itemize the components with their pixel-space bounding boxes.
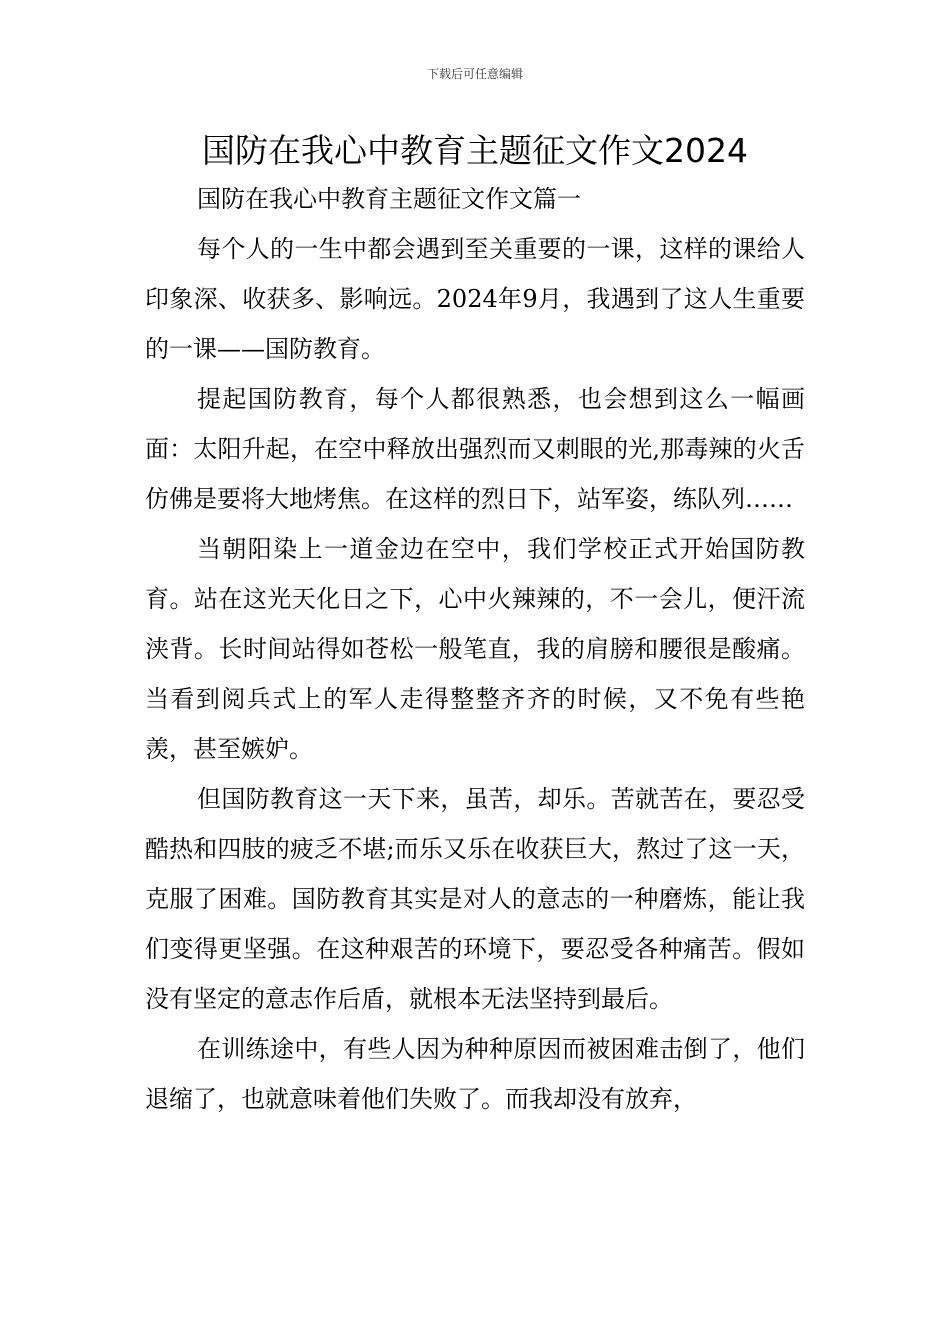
page-header-note: 下载后可任意编辑 (426, 67, 523, 81)
paragraph-4: 但国防教育这一天下来，虽苦，却乐。苦就苦在，要忍受酷热和四肢的疲乏不堪;而乐又乐在收获巨大，熬过了这一天，克服了困难。国防教育其实是对人的意志的一种磨炼，能让我们变得更坚强。在这种艰苦的环境下，要忍受各种痛苦。假如没有坚定的意志作后盾，就根本无法坚持到最后。 (145, 785, 805, 1013)
paragraph-3: 当朝阳染上一道金边在空中，我们学校正式开始国防教育。站在这光天化日之下，心中火辣辣的，不一会儿，便汗流浃背。长时间站得如苍松一般笔直，我的肩膀和腰很是酸痛。当看到阅兵式上的军人走得整整齐齐的时候，又不免有些艳羡，甚至嫉妒。 (145, 535, 805, 763)
document-subtitle: 国防在我心中教育主题征文作文篇一 (197, 185, 581, 213)
document-title: 国防在我心中教育主题征文作文2024 (202, 131, 748, 170)
paragraph-5: 在训练途中，有些人因为种种原因而被困难击倒了，他们退缩了，也就意味着他们失败了。而我却没有放弃， (145, 1035, 805, 1113)
document-body (145, 174, 805, 1124)
paragraph-1: 每个人的一生中都会遇到至关重要的一课，这样的课给人印象深、收获多、影响远。2024年9月，我遇到了这人生重要的一课——国防教育。 (145, 235, 805, 363)
paragraph-2: 提起国防教育，每个人都很熟悉，也会想到这么一幅画面：太阳升起，在空中释放出强烈而又刺眼的光,那毒辣的火舌仿佛是要将大地烤焦。在这样的烈日下，站军姿，练队列…… (145, 385, 805, 513)
